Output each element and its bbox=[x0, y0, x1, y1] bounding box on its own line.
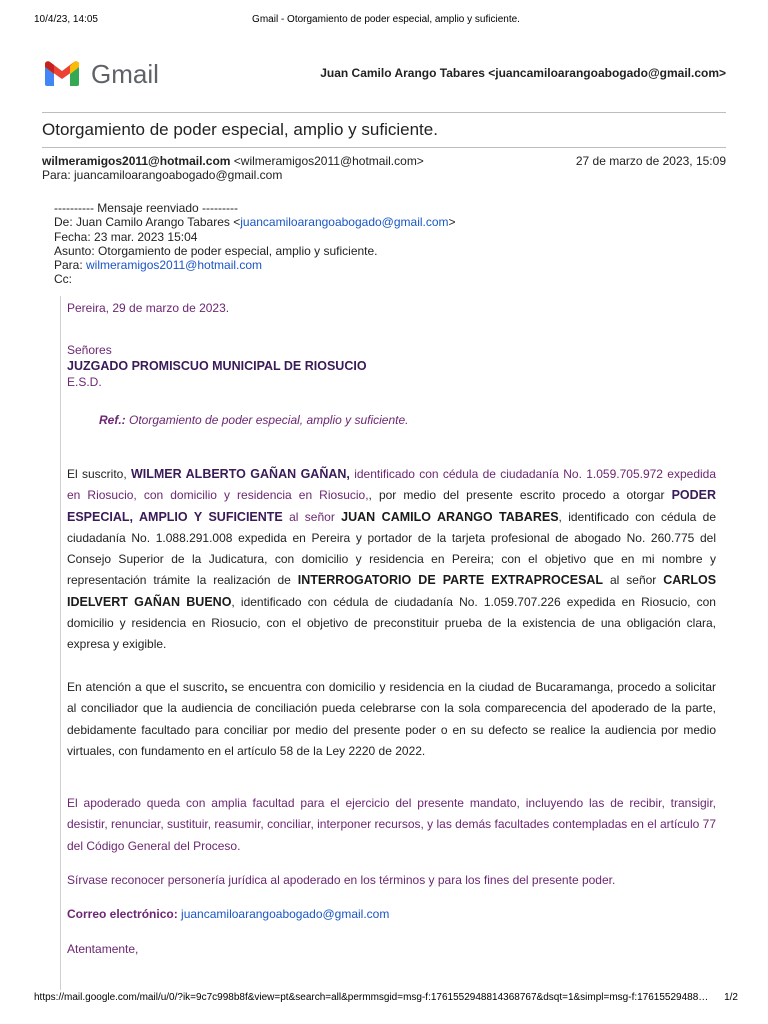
attorney-name: JUAN CAMILO ARANGO TABARES bbox=[341, 509, 559, 524]
gmail-brand[interactable] bbox=[42, 56, 159, 92]
email-date: 27 de marzo de 2023, 15:09 bbox=[575, 154, 726, 168]
sender-name: wilmeramigos2011@hotmail.com bbox=[42, 154, 231, 168]
forward-to-email-link[interactable]: wilmeramigos2011@hotmail.com bbox=[86, 258, 263, 273]
attorney-email-link[interactable]: juancamiloarangoabogado@gmail.com bbox=[181, 907, 390, 921]
print-header bbox=[34, 14, 738, 28]
letter-court: JUZGADO PROMISCUO MUNICIPAL DE RIOSUCIO bbox=[67, 359, 367, 373]
gmail-logo-icon bbox=[42, 59, 82, 89]
letter-addressee bbox=[67, 342, 716, 390]
letter-paragraph-3: El apoderado queda con amplia facultad para el ejercicio del presente mandato, incluyendo las de recibir, transigir, desistir, renunciar, sustituir, reasumir, conciliar, interponer recursos, y las demás facultades contempladas en el artículo 77 del Código General del Proceso. bbox=[67, 796, 716, 853]
grantor-name: WILMER ALBERTO GAÑAN GAÑAN, bbox=[130, 467, 350, 481]
email-subject: Otorgamiento de poder especial, amplio y suficiente. bbox=[42, 120, 438, 139]
letter-paragraph-4: Sírvase reconocer personería jurídica al apoderado en los términos y para los fines del presente poder. bbox=[67, 873, 616, 887]
letter-esd: E.S.D. bbox=[67, 375, 102, 389]
process-name: INTERROGATORIO DE PARTE EXTRAPROCESAL bbox=[297, 573, 604, 588]
forward-from: De: Juan Camilo Arango Tabares <juancamiloarangoabogado@gmail.com> bbox=[54, 215, 456, 230]
forward-date: Fecha: 23 mar. 2023 15:04 bbox=[54, 229, 198, 244]
power-type: PODER ESPECIAL, AMPLIO Y SUFICIENTE bbox=[67, 488, 717, 524]
letter-reference bbox=[99, 410, 716, 431]
letter-email-line bbox=[67, 904, 716, 925]
letter-paragraph-1: El suscrito, WILMER ALBERTO GAÑAN GAÑAN, identificado con cédula de ciudadanía No. 1.059.705.972 expedida en Riosucio, con domicilio y residencia en Riosucio,, por medio del presente escrito procedo a otorgar PODER ESPECIAL, AMPLIO Y SUFICIENTE al señor JUAN CAMILO ARANGO TABARES, identificado con cédula de ciudadanía No. 1.088.291.008 expedida en Pereira y portador de la tarjeta profesional de abogado No. 260.775 del Consejo Superior de la Judicatura, con domicilio y residencia en Pereira; con el objetivo que en mi nombre y representación trámite la realización de INTERROGATORIO DE PARTE EXTRAPROCESAL al señor CARLOS IDELVERT GAÑAN BUENO, identificado con cédula de ciudadanía No. 1.059.707.226 expedida en Riosucio, con domicilio y residencia en Riosucio, con el objetivo de preconstituir prueba de la existencia de una obligación clara, expresa y exigible. bbox=[67, 467, 717, 652]
gmail-wordmark: Gmail bbox=[91, 58, 159, 89]
print-title: Gmail - Otorgamiento de poder especial, amplio y suficiente. bbox=[252, 14, 520, 25]
forward-from-email-link[interactable]: juancamiloarangoabogado@gmail.com bbox=[240, 215, 449, 230]
footer-url: https://mail.google.com/mail/u/0/?ik=9c7c998b8f&view=pt&search=all&permmsgid=msg-f:1761552948814368767&dsqt=1&simpl=msg-f:17615529488… bbox=[34, 992, 709, 1003]
letter-place-date: Pereira, 29 de marzo de 2023. bbox=[67, 301, 230, 315]
letter-salutation: Señores bbox=[67, 343, 112, 357]
letter-closing: Atentamente, bbox=[67, 942, 139, 956]
forwarded-header bbox=[54, 201, 456, 287]
forward-separator: ---------- Mensaje reenviado --------- bbox=[54, 201, 238, 215]
page-number: 1/2 bbox=[724, 992, 738, 1003]
print-date: 10/4/23, 14:05 bbox=[34, 14, 98, 25]
forward-subject: Asunto: Otorgamiento de poder especial, amplio y suficiente. bbox=[54, 243, 378, 258]
header-divider bbox=[42, 112, 726, 113]
sender-address: <wilmeramigos2011@hotmail.com> bbox=[233, 154, 424, 168]
letter-paragraph-2: En atención a que el suscrito, se encuentra con domicilio y residencia en la ciudad de Bucaramanga, procedo a solicitar al conciliador que la audiencia de conciliación pueda celebrarse con la sola comparecencia del apoderado de la parte, debidamente facultado para conciliar por medio del presente poder o en su defecto se realice la audiencia por medio virtuales, con fundamento en el artículo 58 de la Ley 2220 de 2022. bbox=[67, 680, 716, 758]
counterparty-name: CARLOS IDELVERT GAÑAN BUENO bbox=[67, 573, 717, 609]
quote-bar bbox=[60, 296, 61, 990]
email-label: Correo electrónico: bbox=[67, 907, 178, 921]
subject-divider bbox=[42, 147, 726, 148]
email-recipient: Para: juancamiloarangoabogado@gmail.com bbox=[42, 168, 283, 182]
forward-to: Para: wilmeramigos2011@hotmail.com bbox=[54, 258, 263, 273]
reference-text: Otorgamiento de poder especial, amplio y suficiente. bbox=[125, 413, 409, 427]
forward-cc: Cc: bbox=[54, 272, 72, 287]
reference-label: Ref.: bbox=[99, 413, 126, 427]
sender-line bbox=[42, 154, 424, 168]
account-label: Juan Camilo Arango Tabares <juancamiloarangoabogado@gmail.com> bbox=[320, 66, 726, 80]
